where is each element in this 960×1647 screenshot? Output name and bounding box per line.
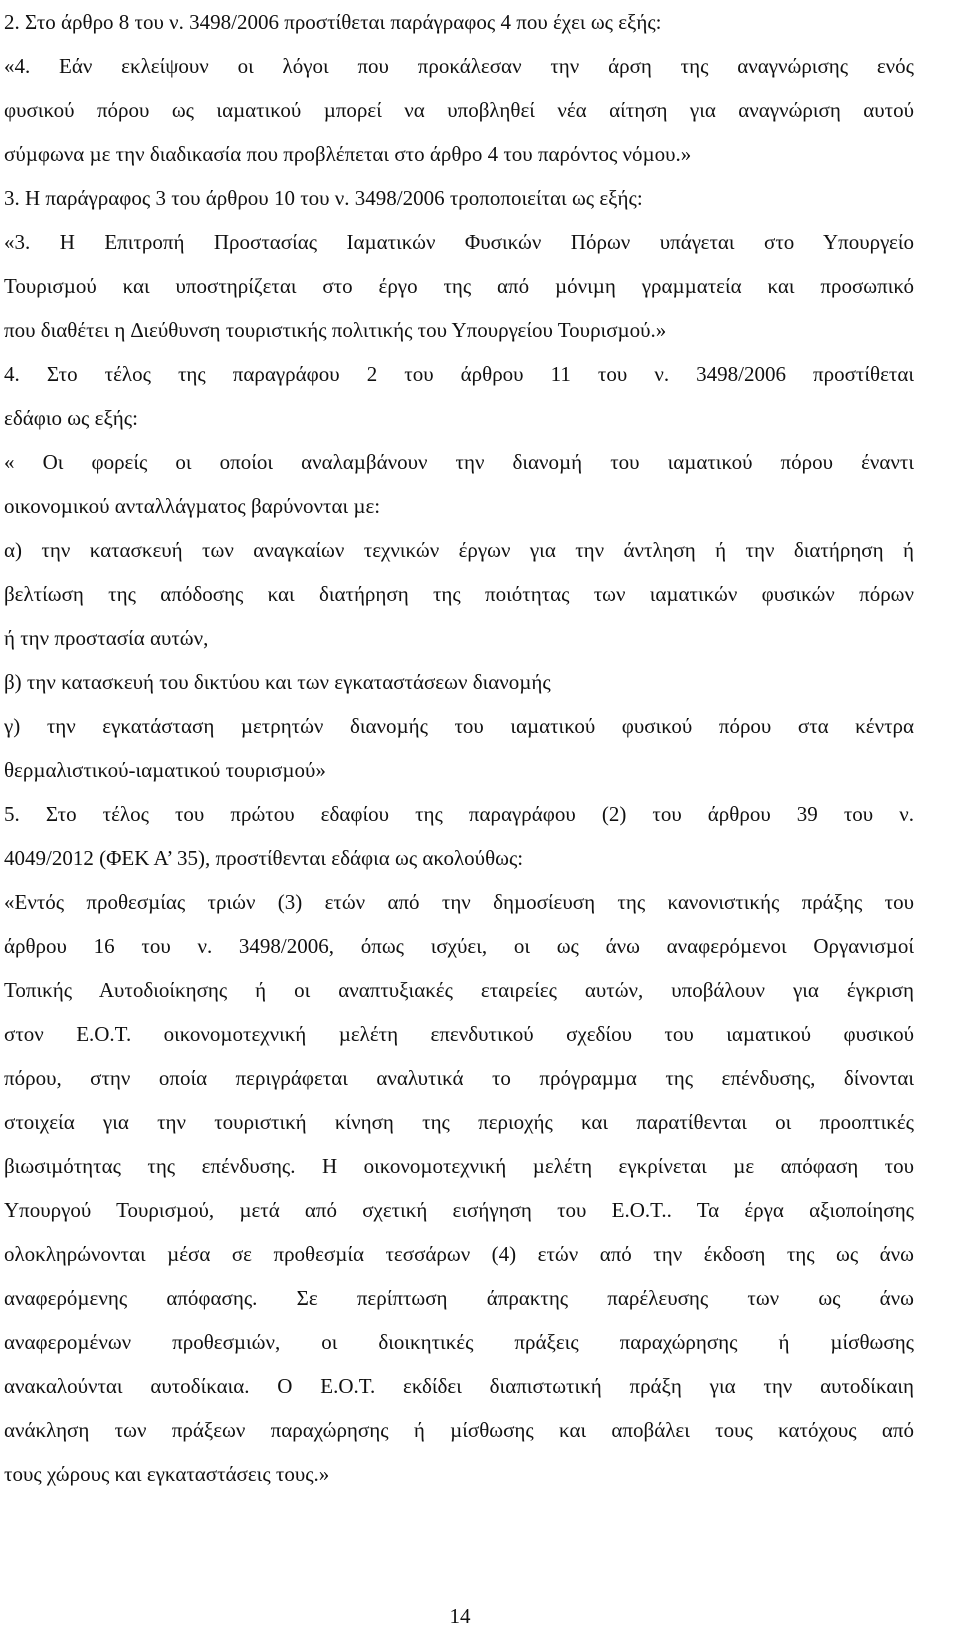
text-line: αναφεροµένων προθεσµιών, οι διοικητικές πράξεις παραχώρησης ή µίσθωσης	[4, 1330, 914, 1354]
text-line: 4049/2012 (ΦΕΚ Α’ 35), προστίθενται εδάφια ως ακολούθως:	[4, 846, 524, 870]
text-line: οικονοµικού ανταλλάγµατος βαρύνονται µε:	[4, 494, 381, 518]
text-line: 4. Στο τέλος της παραγράφου 2 του άρθρου 11 του ν. 3498/2006 προστίθεται	[4, 362, 914, 386]
text-line: εδάφιο ως εξής:	[4, 406, 138, 430]
text-line: φυσικού πόρου ως ιαµατικού µπορεί να υποβληθεί νέα αίτηση για αναγνώριση αυτού	[4, 98, 914, 122]
text-line: Υπουργού Τουρισµού, µετά από σχετική εισήγηση του Ε.Ο.Τ.. Τα έργα αξιοποίησης	[4, 1198, 914, 1222]
text-line: σύµφωνα µε την διαδικασία που προβλέπεται στο άρθρο 4 του παρόντος νόµου.»	[4, 142, 692, 166]
text-line: πόρου, στην οποία περιγράφεται αναλυτικά το πρόγραµµα της επένδυσης, δίνονται	[4, 1066, 914, 1090]
text-line: «Εντός προθεσµίας τριών (3) ετών από την δηµοσίευση της κανονιστικής πράξης του	[4, 890, 914, 914]
page-number: 14	[449, 1604, 471, 1628]
text-line: βιωσιµότητας της επένδυσης. Η οικονοµοτεχνική µελέτη εγκρίνεται µε απόφαση του	[4, 1154, 914, 1178]
text-line: βελτίωση της απόδοσης και διατήρηση της ποιότητας των ιαµατικών φυσικών πόρων	[4, 582, 914, 606]
text-line: β) την κατασκευή του δικτύου και των εγκαταστάσεων διανοµής	[4, 670, 551, 694]
document-body	[4, 0, 914, 1496]
text-line: 5. Στο τέλος του πρώτου εδαφίου της παραγράφου (2) του άρθρου 39 του ν.	[4, 802, 914, 826]
text-line: 3. Η παράγραφος 3 του άρθρου 10 του ν. 3498/2006 τροποποιείται ως εξής:	[4, 186, 643, 210]
text-line: θερµαλιστικού-ιαµατικού τουρισµού»	[4, 758, 326, 782]
text-line: ανάκληση των πράξεων παραχώρησης ή µίσθωσης και αποβάλει τους κατόχους από	[4, 1418, 914, 1442]
text-line: στον Ε.Ο.Τ. οικονοµοτεχνική µελέτη επενδυτικού σχεδίου του ιαµατικού φυσικού	[4, 1022, 914, 1046]
text-line: γ) την εγκατάσταση µετρητών διανοµής του ιαµατικού φυσικού πόρου στα κέντρα	[4, 714, 914, 738]
text-line: ή την προστασία αυτών,	[4, 626, 209, 650]
text-line: ολοκληρώνονται µέσα σε προθεσµία τεσσάρων (4) ετών από την έκδοση της ως άνω	[4, 1242, 914, 1266]
text-line: αναφερόµενης απόφασης. Σε περίπτωση άπρακτης παρέλευσης των ως άνω	[4, 1286, 914, 1310]
text-line: Τουρισµού και υποστηρίζεται στο έργο της από µόνιµη γραµµατεία και προσωπικό	[4, 274, 914, 298]
text-line: τους χώρους και εγκαταστάσεις τους.»	[4, 1462, 330, 1486]
text-line: ανακαλούνται αυτοδίκαια. Ο Ε.Ο.Τ. εκδίδει διαπιστωτική πράξη για την αυτοδίκαιη	[4, 1374, 914, 1398]
text-line: που διαθέτει η ∆ιεύθυνση τουριστικής πολιτικής του Υπουργείου Τουρισµού.»	[4, 318, 667, 342]
text-line: 2. Στο άρθρο 8 του ν. 3498/2006 προστίθεται παράγραφος 4 που έχει ως εξής:	[4, 10, 662, 34]
text-line: στοιχεία για την τουριστική κίνηση της περιοχής και παρατίθενται οι προοπτικές	[4, 1110, 914, 1134]
text-line: α) την κατασκευή των αναγκαίων τεχνικών έργων για την άντληση ή την διατήρηση ή	[4, 538, 914, 562]
text-line: Τοπικής Αυτοδιοίκησης ή οι αναπτυξιακές εταιρείες αυτών, υποβάλουν για έγκριση	[4, 978, 914, 1002]
text-line: «3. Η Επιτροπή Προστασίας Ιαµατικών Φυσικών Πόρων υπάγεται στο Υπουργείο	[4, 230, 914, 254]
text-line: άρθρου 16 του ν. 3498/2006, όπως ισχύει, οι ως άνω αναφερόµενοι Οργανισµοί	[4, 934, 914, 958]
text-line: « Οι φορείς οι οποίοι αναλαµβάνουν την διανοµή του ιαµατικού πόρου έναντι	[4, 450, 914, 474]
text-line: «4. Εάν εκλείψουν οι λόγοι που προκάλεσαν την άρση της αναγνώρισης ενός	[4, 54, 914, 78]
